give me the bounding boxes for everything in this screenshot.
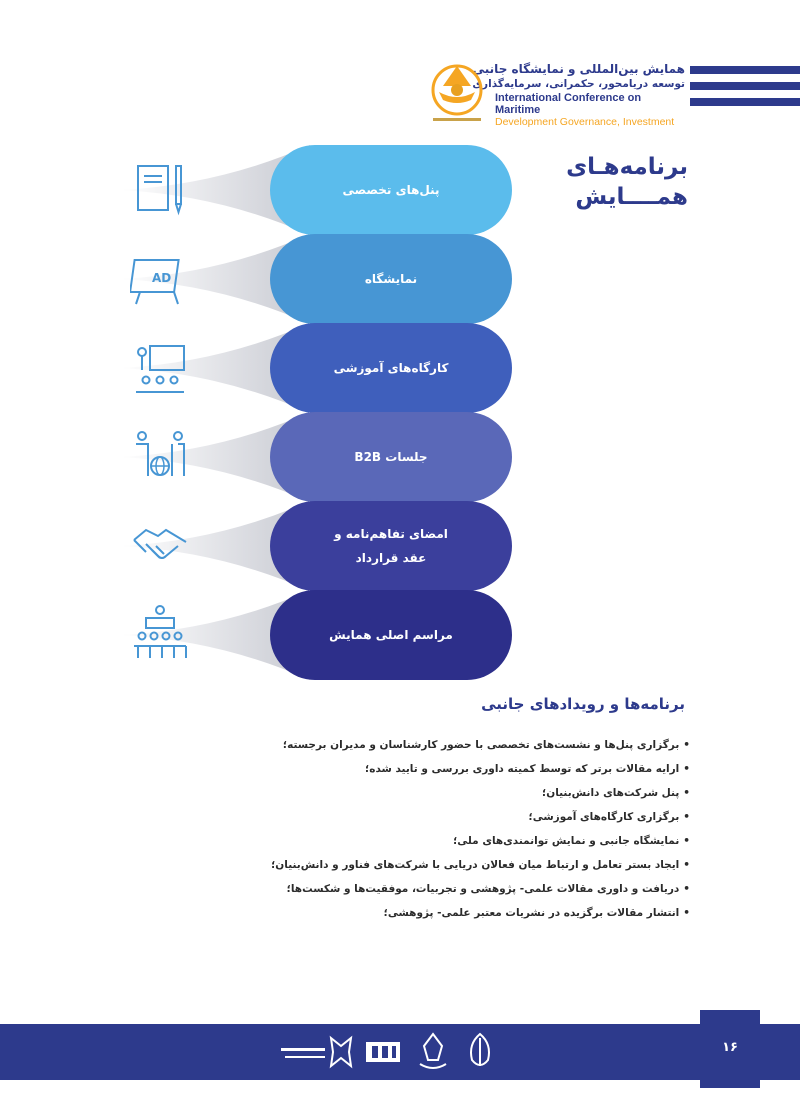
list-item: • نمایشگاه جانبی و نمایش توانمندی‌های ملی؛: [130, 829, 690, 853]
conference-subtitle-fa: توسعه دریامحور، حکمرانی، سرمایه‌گذاری: [472, 78, 685, 90]
handshake-icon: [130, 516, 190, 576]
list-item: • ارایه مقالات برتر که توسط کمیته داوری بررسی و تایید شده؛: [130, 757, 690, 781]
list-item: • پنل شرکت‌های دانش‌بنیان؛: [130, 781, 690, 805]
svg-text:AD: AD: [152, 271, 172, 285]
side-events-title: برنامه‌ها و رویدادهای جانبی: [481, 695, 685, 713]
people-globe-icon: [130, 428, 190, 488]
ports-organization-logo: [412, 1030, 454, 1074]
list-item: • ایجاد بستر تعامل و ارتباط میان فعالان دریایی با شرکت‌های فناور و دانش‌بنیان؛: [130, 853, 690, 877]
step-panels: پنل‌های تخصصی: [270, 145, 512, 235]
step-ceremony: مراسم اصلی همایش: [270, 590, 512, 680]
conference-title-fa: همایش بین‌المللی و نمایشگاه جانبی: [472, 62, 685, 76]
programs-title: برنامه‌هـای همــــایش: [566, 154, 688, 210]
side-events-list: [130, 733, 690, 925]
page-number: ۱۶: [722, 1040, 738, 1055]
conference-logo: [425, 56, 489, 128]
ministry-logo: [275, 1030, 355, 1074]
partner-logo: [362, 1030, 404, 1074]
step-agreements: امضای تفاهم‌نامه و عقد قرارداد: [270, 501, 512, 591]
audience-icon: [130, 604, 190, 664]
list-item: • برگزاری کارگاه‌های آموزشی؛: [130, 805, 690, 829]
conference-subtitle-en: Development Governance, Investment: [495, 116, 675, 128]
step-exhibition: نمایشگاه: [270, 234, 512, 324]
emblem-icon: [460, 1030, 500, 1074]
list-item: • دریافت و داوری مقالات علمی- پژوهشی و تجربیات، موفقیت‌ها و شکست‌ها؛: [130, 877, 690, 901]
step-workshops: کارگاه‌های آموزشی: [270, 323, 512, 413]
list-item: • برگزاری پنل‌ها و نشست‌های تخصصی با حضور کارشناسان و مدیران برجسته؛: [130, 733, 690, 757]
header-decor-lines: [690, 66, 800, 114]
conference-title-en: International Conference on Maritime: [495, 92, 642, 116]
book-pen-icon: [130, 160, 190, 220]
list-item: • انتشار مقالات برگزیده در نشریات معتبر علمی- پژوهشی؛: [130, 901, 690, 925]
presentation-icon: [130, 340, 190, 400]
step-b2b: جلسات B2B: [270, 412, 512, 502]
ad-board-icon: [130, 250, 190, 310]
